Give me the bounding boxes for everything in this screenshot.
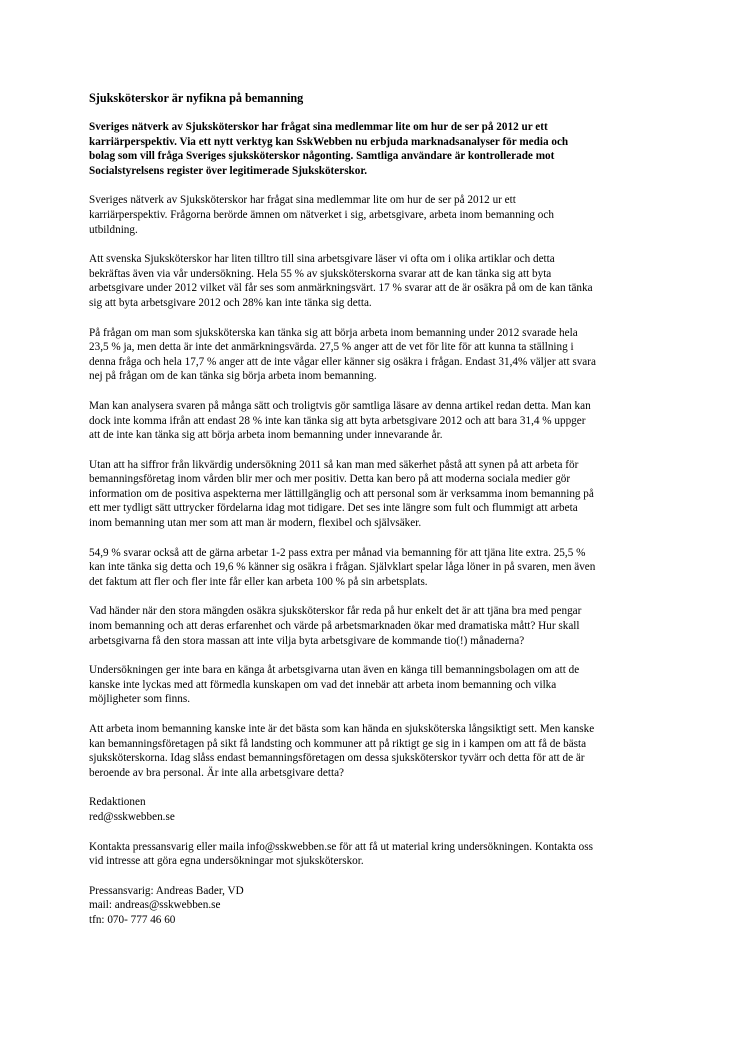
- paragraph-line: kanske inte lyckas med att förmedla kunskapen om vad det innebär att arbeta inom bemanning och vilka: [89, 678, 557, 691]
- paragraph-line: Man kan analysera svaren på många sätt och troligtvis gör samtliga läsare av denna artikel redan detta. Man kan: [89, 399, 591, 412]
- paragraph: [89, 546, 669, 590]
- paragraph-line: inom bemanning utan mer som att man är modern, flexibel och självsäker.: [89, 517, 422, 530]
- lead-line: Socialstyrelsens register över legitimerade Sjuksköterskor.: [89, 164, 368, 177]
- paragraph-line: sjuksköterskorna. Idag slåss endast bemanningsföretagen om dessa sjuksköterskor tyvärr och detta för att de är: [89, 752, 585, 765]
- paragraph-line: Att svenska Sjuksköterskor har liten tilltro till sina arbetsgivare läser vi ofta om i olika artiklar och detta: [89, 253, 555, 266]
- paragraph-line: arbetsgivarna få den stora massan att inte vilja byta arbetsgivare de kommande tio(!) månaderna?: [89, 634, 525, 647]
- paragraph-line: beroende av bra personal. Är inte alla arbetsgivare detta?: [89, 766, 345, 779]
- paragraph-line: 23,5 % ja, men detta är inte det anmärkningsvärda. 27,5 % anger att de vet för lite för att kunna ta ställning i: [89, 341, 574, 354]
- paragraph-line: 54,9 % svarar också att de gärna arbetar 1-2 pass extra per månad via bemanning för att tjäna lite extra. 25,5 %: [89, 546, 586, 559]
- paragraph-line: På frågan om man som sjuksköterska kan tänka sig att börja arbeta inom bemanning under 2012 svarade hela: [89, 326, 578, 339]
- paragraph-line: kan inte tänka sig detta och 19,6 % känner sig osäkra i frågan. Självklart spelar låga löner in på svaren, men även: [89, 561, 596, 574]
- paragraph-line: vid intresse att göra egna undersökningar mot sjuksköterskor.: [89, 855, 364, 868]
- paragraph-line: Undersökningen ger inte bara en känga åt arbetsgivarna utan även en känga till bemanningsbolagen om att de: [89, 664, 580, 677]
- paragraph-line: utbildning.: [89, 223, 138, 236]
- article-title: Sjuksköterskor är nyfikna på bemanning: [89, 91, 304, 105]
- paragraph-line: ett mer tydligt sätt uttrycker fördelarna idag mot tidigare. Det ses inte längre som fult och flummigt att arbeta: [89, 502, 578, 515]
- paragraph: [89, 795, 669, 824]
- paragraph-line: Utan att ha siffror från likvärdig undersökning 2011 så kan man med säkerhet påstå att synen på att arbeta för: [89, 458, 579, 471]
- lead-line: bolag som vill fråga Sveriges sjuksköterskor någonting. Samtliga användare är kontrollerade mot: [89, 150, 555, 163]
- paragraph-line: bekräftas även via vår undersökning. Hela 55 % av sjuksköterskorna svarar att de kan tänka sig att byta: [89, 267, 552, 280]
- paragraph-line: denna fråga och hela 17,7 % anger att de inte vågar eller känner sig osäkra i frågan. Endast 31,4% väljer att svara: [89, 355, 596, 368]
- paragraph-line: bemanningsföretag inom vården blir mer och mer positiv. Detta kan bero på att moderna sociala medier gör: [89, 473, 571, 486]
- paragraph-line: sig att byta arbetsgivare 2012 och 28% kan inte tänka sig detta.: [89, 296, 372, 309]
- paragraph-line: information om de positiva aspekterna mer lättillgänglig och att personal som är verksamma inom bemanning på: [89, 487, 594, 500]
- document-page: [89, 90, 669, 943]
- lead-line: Sveriges nätverk av Sjuksköterskor har frågat sina medlemmar lite om hur de ser på 2012 ur ett: [89, 121, 548, 133]
- paragraph-line: tfn: 070- 777 46 60: [89, 913, 176, 926]
- paragraph: [89, 458, 669, 531]
- paragraph: [89, 193, 669, 237]
- paragraph: [89, 884, 669, 928]
- article-body: [89, 193, 669, 927]
- paragraph-line: möjligheter som finns.: [89, 693, 190, 706]
- paragraph-line: kan bemanningsföretagen på sikt få landsting och kommuner att på riktigt ge sig in i kampen om att få de bästa: [89, 737, 587, 750]
- paragraph-line: Pressansvarig: Andreas Bader, VD: [89, 884, 244, 897]
- paragraph: [89, 722, 669, 780]
- paragraph: [89, 399, 669, 443]
- lead-line: karriärperspektiv. Via ett nytt verktyg kan SskWebben nu erbjuda marknadsanalyser för media och: [89, 135, 569, 148]
- paragraph-line: att de inte kan tänka sig att börja arbeta inom bemanning under innevarande år.: [89, 429, 443, 442]
- paragraph-line: det faktum att fler och fler inte får eller kan arbeta 100 % på sin arbetsplats.: [89, 575, 428, 588]
- paragraph: [89, 663, 669, 707]
- paragraph-line: karriärperspektiv. Frågorna berörde ämnen om nätverket i sig, arbetsgivare, arbeta inom bemanning och: [89, 208, 554, 221]
- paragraph-line: Sveriges nätverk av Sjuksköterskor har frågat sina medlemmar lite om hur de ser på 2012 ur ett: [89, 194, 516, 207]
- paragraph-line: mail: andreas@sskwebben.se: [89, 899, 221, 912]
- paragraph: [89, 840, 669, 869]
- paragraph-line: Kontakta pressansvarig eller maila info@sskwebben.se för att få ut material kring undersökningen. Kontakta oss: [89, 840, 593, 853]
- paragraph: [89, 326, 669, 384]
- paragraph-line: inom bemanning och att deras erfarenhet och värde på arbetsmarknaden ökar med dramatiska mått? Hur skall: [89, 620, 580, 633]
- paragraph: [89, 604, 669, 648]
- paragraph-line: Att arbeta inom bemanning kanske inte är det bästa som kan hända en sjuksköterska långsiktigt sett. Men kanske: [89, 723, 595, 735]
- paragraph-line: Vad händer när den stora mängden osäkra sjuksköterskor får reda på hur enkelt det är att tjäna bra med pengar: [89, 605, 582, 618]
- paragraph-line: arbetsgivare under 2012 vilket väl får ses som anmärkningsvärt. 17 % svarar att de är osäkra på om de kan tänka: [89, 282, 593, 295]
- article-lead: [89, 120, 669, 178]
- paragraph-line: Redaktionen: [89, 796, 146, 809]
- paragraph-line: red@sskwebben.se: [89, 810, 175, 823]
- paragraph-line: nej på frågan om de kan tänka sig börja arbeta inom bemanning.: [89, 370, 377, 383]
- paragraph-line: dock inte komma ifrån att endast 28 % inte kan tänka sig att byta arbetsgivare 2012 och att bara 31,4 % uppger: [89, 414, 586, 427]
- paragraph: [89, 252, 669, 310]
